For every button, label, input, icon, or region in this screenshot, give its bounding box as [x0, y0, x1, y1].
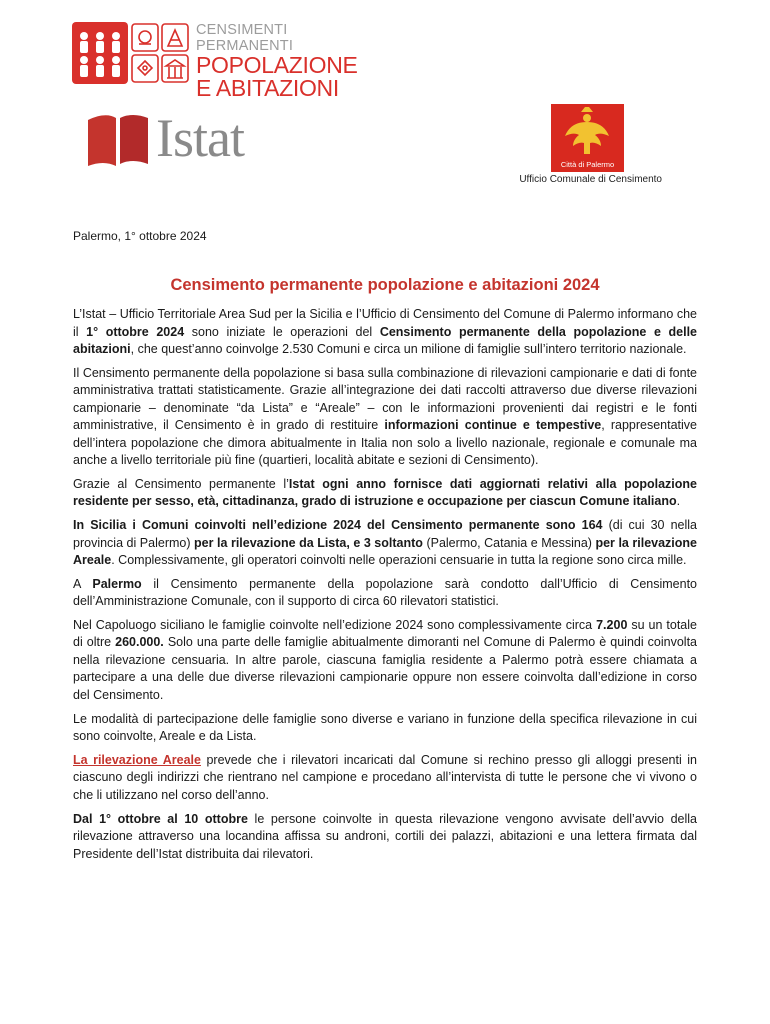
- paragraph-2: [73, 365, 697, 470]
- census-logo: [72, 22, 362, 101]
- text-run: .: [676, 494, 681, 509]
- text-run: Solo una parte delle famiglie abitualmente dimoranti nel Comune di Palermo è quindi coinvolta nella rilevazione censuaria. In altre parole, ciascuna famiglia residente a Palermo potrà essere chiamata a partecipare a una delle due diverse rilevazioni campionarie oppure non essere coinvolta dall’edizione in corso del Censimento.: [73, 635, 697, 702]
- text-run: L’Istat – Ufficio Territoriale Area Sud per la Sicilia e l’Ufficio di Censimento del Comune di Palermo informano che il: [73, 307, 697, 339]
- paragraph-6: [73, 617, 697, 705]
- text-run: su un totale di oltre: [73, 617, 697, 650]
- paragraph-4: [73, 517, 697, 570]
- istat-mark-icon: [86, 112, 150, 168]
- bold-run: Istat ogni anno fornisce dati aggiornati relativi alla popolazione residente per sesso, età, cittadinanza, grado di istruzione e occupazione per ciascun Comune italiano: [73, 476, 697, 509]
- rilevazione-areale-link[interactable]: La rilevazione Areale: [73, 752, 201, 767]
- bold-run: 260.000.: [115, 635, 164, 650]
- office-caption: Ufficio Comunale di Censimento: [519, 174, 662, 185]
- text-run: (Palermo, Catania e Messina): [422, 535, 596, 550]
- paragraph-3: [73, 476, 697, 511]
- bold-run: 1° ottobre 2024: [86, 324, 185, 339]
- text-run: Grazie al Censimento permanente l’: [73, 476, 289, 491]
- istat-logo: [86, 108, 286, 170]
- text-run: prevede che i rilevatori incaricati dal Comune si rechino presso gli alloggi presenti in ciascuno degli indirizzi che rientrano nel campione e procedano all’intervista di tutte le persone che vi vivono o che li utilizzano nel corso dell’anno.: [73, 752, 697, 802]
- bold-run: Palermo: [92, 576, 142, 591]
- paragraph-8: [73, 752, 697, 805]
- paragraph-7: [73, 711, 697, 746]
- bold-run: 7.200: [596, 617, 628, 632]
- census-logo-line3: E ABITAZIONI: [196, 75, 339, 101]
- text-run: le persone coinvolte in questa rilevazione vengono avvisate dell’avvio della rilevazione attraverso una locandina affissa su androni, cortili dei palazzi, abitazioni e una lettera firmata dal Presidente dell’Istat distribuita dai rilevatori.: [73, 811, 697, 861]
- census-logo-line1: CENSIMENTI PERMANENTI: [196, 22, 294, 54]
- document-title: Censimento permanente popolazione e abitazioni 2024: [170, 276, 600, 294]
- census-icons-grid: [72, 22, 190, 84]
- bold-run: Censimento permanente della popolazione e delle abitazioni: [73, 324, 697, 356]
- text-run: il Censimento permanente della popolazione sarà condotto dall’Ufficio di Censimento dell’Amministrazione Comunale, con il supporto di circa 60 rilevatori statistici.: [73, 576, 697, 609]
- paragraph-5: [73, 576, 697, 611]
- text-run: A: [73, 576, 93, 591]
- text-run: Le modalità di partecipazione delle famiglie sono diverse e variano in funzione della specifica rilevazione in cui sono coinvolte, Areale e da Lista.: [73, 711, 697, 744]
- paragraph-9: [73, 811, 697, 864]
- census-logo-text: [196, 22, 362, 100]
- bold-run: In Sicilia i Comuni coinvolti nell’edizione 2024 del Censimento permanente sono 164: [73, 518, 603, 533]
- text-run: Il Censimento permanente della popolazione si basa sulla combinazione di rilevazioni campionarie e dati di fonte amministrativa trattati statisticamente. Grazie all’integrazione dei dati raccolti attraverso due diverse rilevazioni campionarie – denominate “da Lista” e “Areale” – con le informazioni provenienti dai registri e le fonti amministrative, il Censimento è in grado di restituire: [73, 365, 697, 433]
- crest-label: Città di Palermo: [560, 160, 615, 169]
- bold-run: per la rilevazione Areale: [73, 535, 698, 568]
- census-logo-line2: POPOLAZIONE: [196, 52, 358, 78]
- date-line: Palermo, 1° ottobre 2024: [73, 229, 207, 243]
- text-run: , rappresentative dell’intera popolazione che dimora abitualmente in Italia non solo a livello nazionale, regionale e comunale ma anche a livello territoriale più fine (quartieri, località abitate e sezioni di Censimento).: [73, 418, 697, 468]
- bold-run: informazioni continue e tempestive: [384, 418, 602, 433]
- text-run: , che quest’anno coinvolge 2.530 Comuni e circa un milione di famiglie sull’intero territorio nazionale.: [130, 342, 687, 356]
- bold-run: per la rilevazione da Lista, e 3 soltanto: [194, 535, 423, 550]
- document-body: [73, 306, 697, 869]
- text-run: . Complessivamente, gli operatori coinvolti nelle operazioni censuarie in tutta la regione sono circa mille.: [111, 553, 687, 568]
- eagle-crest-icon: [551, 104, 624, 160]
- text-run: (di cui 30 nella provincia di Palermo): [73, 518, 698, 550]
- text-run: sono iniziate le operazioni del: [184, 324, 380, 339]
- palermo-crest: [551, 104, 624, 172]
- paragraph-1: [73, 306, 697, 359]
- istat-wordmark: Istat: [156, 108, 244, 168]
- text-run: Nel Capoluogo siciliano le famiglie coinvolte nell’edizione 2024 sono complessivamente circa: [73, 617, 597, 632]
- bold-run: Dal 1° ottobre al 10 ottobre: [73, 811, 248, 826]
